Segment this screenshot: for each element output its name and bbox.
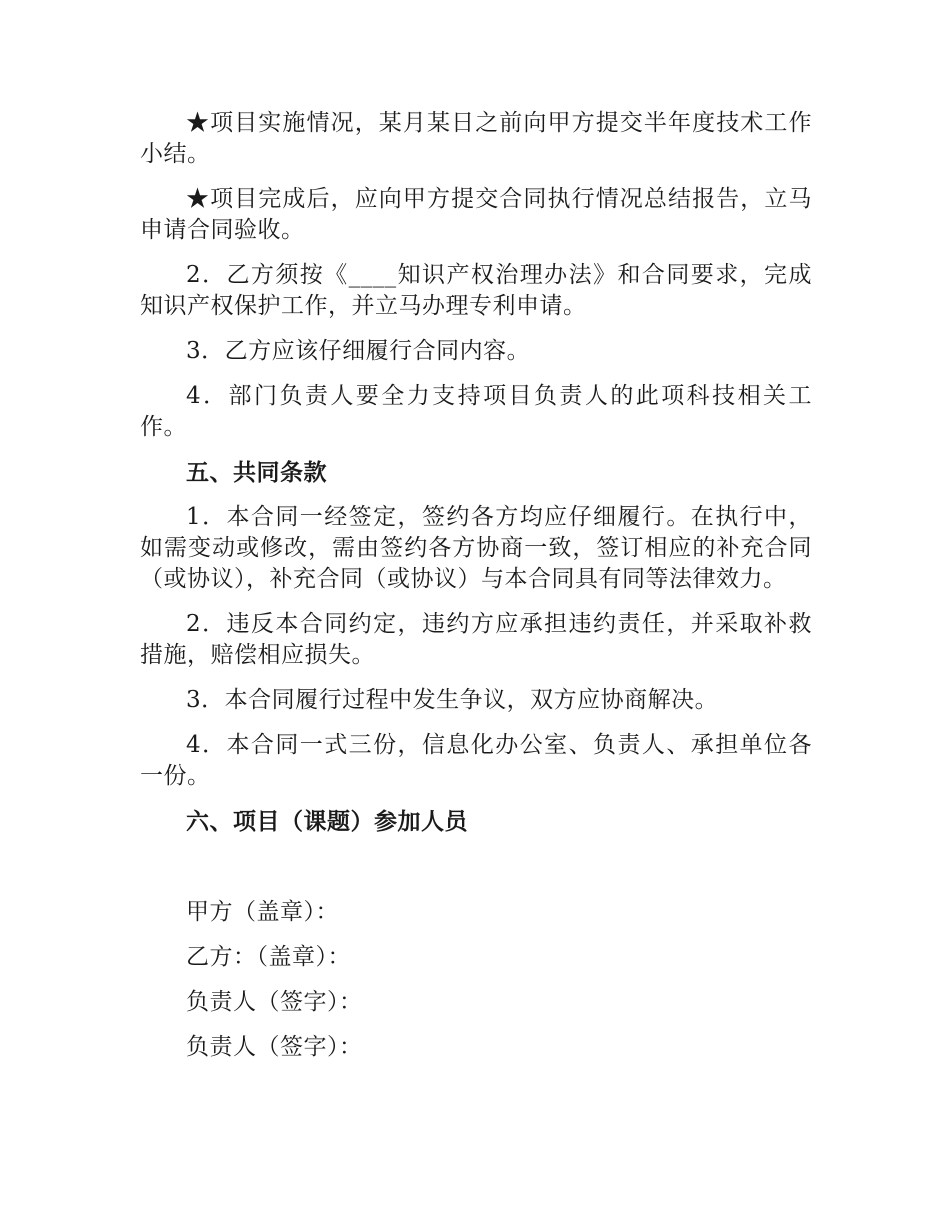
paragraph-ip-protection: 2．乙方须按《____知识产权治理办法》和合同要求，完成知识产权保护工作，并立马办理专利申请。 xyxy=(140,262,812,319)
paragraph-final-report: ★项目完成后，应向甲方提交合同执行情况总结报告，立马申请合同验收。 xyxy=(140,186,812,243)
paragraph-midyear-summary: ★项目实施情况，某月某日之前向甲方提交半年度技术工作小结。 xyxy=(140,110,812,167)
signature-leader-2: 负责人（签字）： xyxy=(186,1034,363,1060)
signature-party-b: 乙方：（盖章）： xyxy=(186,944,351,970)
paragraph-department-support: 4．部门负责人要全力支持项目负责人的此项科技相关工作。 xyxy=(140,383,812,440)
clause-4-copies: 4．本合同一式三份，信息化办公室、负责人、承担单位各一份。 xyxy=(140,732,812,789)
clause-3-dispute: 3．本合同履行过程中发生争议，双方应协商解决。 xyxy=(186,687,719,713)
paragraph-fulfill-contract: 3．乙方应该仔细履行合同内容。 xyxy=(186,338,531,364)
clause-1-effect: 1．本合同一经签定，签约各方均应仔细履行。在执行中，如需变动或修改，需由签约各方协商一致，签订相应的补充合同（或协议），补充合同（或协议）与本合同具有同等法律效力。 xyxy=(140,504,812,592)
signature-leader-1: 负责人（签字）： xyxy=(186,989,363,1015)
document-page xyxy=(140,108,812,1077)
section-heading-common-terms: 五、共同条款 xyxy=(186,459,327,486)
clause-2-breach: 2．违反本合同约定，违约方应承担违约责任，并采取补救措施，赔偿相应损失。 xyxy=(140,611,812,668)
blank-space xyxy=(140,851,812,897)
section-heading-participants: 六、项目（课题）参加人员 xyxy=(186,808,468,835)
signature-party-a: 甲方（盖章）： xyxy=(186,899,339,925)
